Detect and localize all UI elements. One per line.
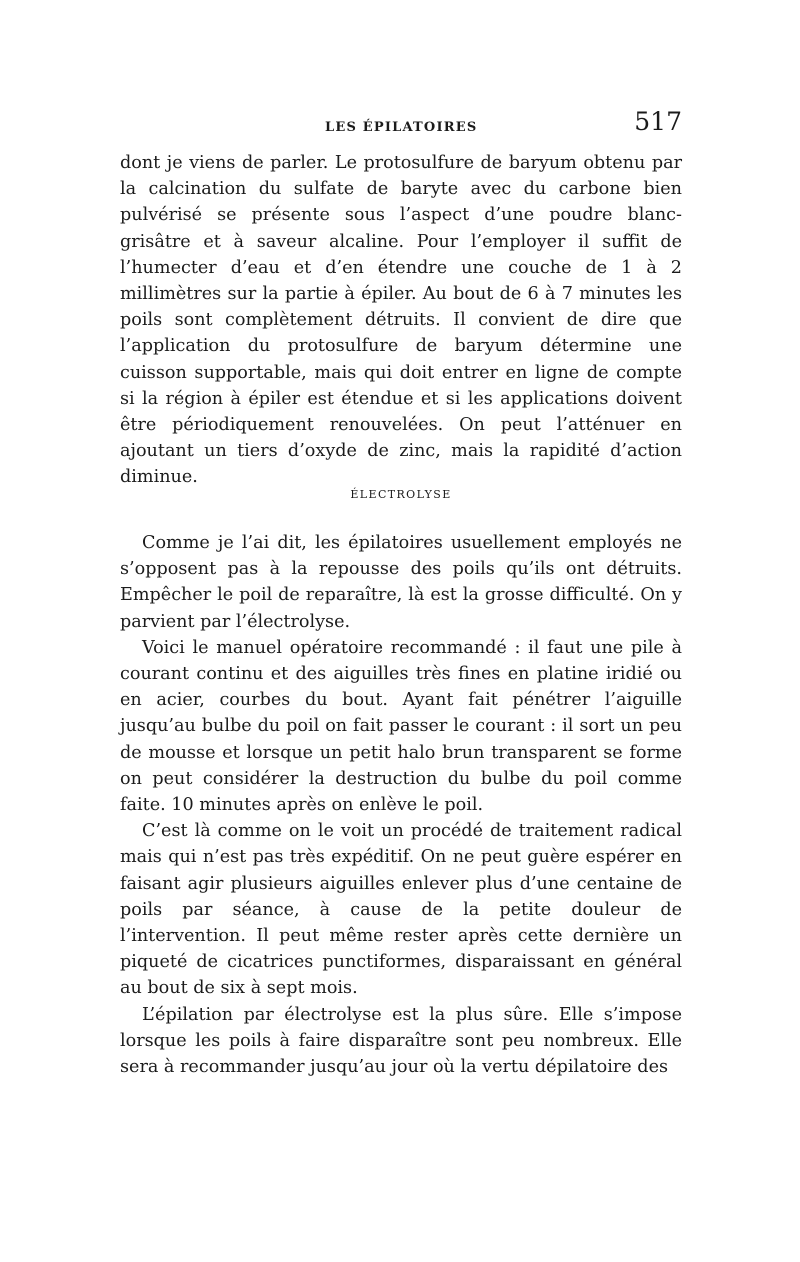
section-title-electrolyse: ÉLECTROLYSE (350, 488, 452, 501)
paragraph-protosulfure: dont je viens de parler. Le protosulfure de baryum obtenu par la calcination du sulfate de baryte avec du carbone bien pulvérisé se présente sous l’aspect d’une poudre blanc-grisâtre et à saveur alcaline. Pour l’employer il suffit de l’humecter d’eau et d’en étendre une couche de 1 à 2 millimètres sur la partie à épiler. Au bout de 6 à 7 minutes les poils sont complètement détruits. Il convient de dire que l’application du protosulfure de baryum détermine une cuisson supportable, mais qui doit entrer en ligne de compte si la région à épiler est étendue et si les applications doivent être périodiquement renouvelées. On peut l’atténuer en ajoutant un tiers d’oxyde de zinc, mais la rapidité d’action diminue. (120, 153, 682, 488)
paragraph-epilation-sure: L’épilation par électrolyse est la plus sûre. Elle s’impose lorsque les poils à faire disparaître sont peu nombreux. Elle sera à recommander jusqu’au jour où la vertu dépilatoire des (120, 1004, 682, 1078)
page-header (120, 108, 682, 148)
page-number: 517 (634, 107, 682, 136)
text-block-opening (120, 150, 682, 491)
running-title: LES ÉPILATOIRES (325, 120, 478, 135)
paragraph-electrolyse-intro: Comme je l’ai dit, les épilatoires usuellement employés ne s’opposent pas à la repousse des poils qu’ils ont détruits. Empêcher le poil de reparaître, là est la grosse difficulté. On y parvient par l’électrolyse. (120, 533, 682, 632)
text-block-electrolyse (120, 530, 682, 1080)
paragraph-traitement-radical: C’est là comme on le voit un procédé de traitement radical mais qui n’est pas très expéditif. On ne peut guère espérer en faisant agir plusieurs aiguilles enlever plus d’une centaine de poils par séance, à cause de la petite douleur de l’intervention. Il peut même rester après cette dernière un piqueté de cicatrices punctiformes, disparaissant en général au bout de six à sept mois. (120, 821, 682, 999)
paragraph-manuel-operatoire: Voici le manuel opératoire recommandé : il faut une pile à courant continu et des aiguilles très fines en platine iridié ou en acier, courbes du bout. Ayant fait pénétrer l’aiguille jusqu’au bulbe du poil on fait passer le courant : il sort un peu de mousse et lorsque un petit halo brun transparent se forme on peut considérer la destruction du bulbe du poil comme faite. 10 minutes après on enlève le poil. (120, 637, 682, 816)
